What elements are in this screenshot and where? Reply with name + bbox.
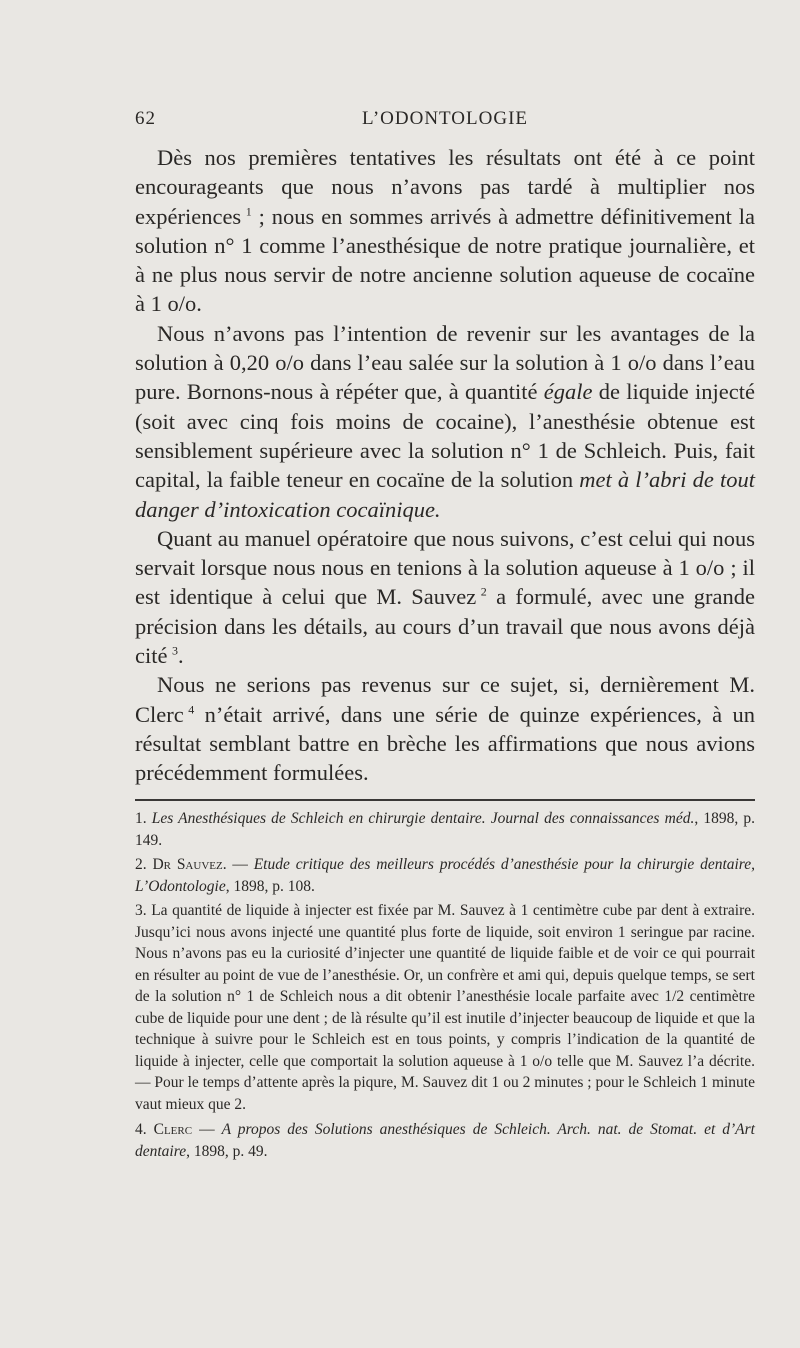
footnote-2: 2. Dr Sauvez. — Etude critique des meilleurs procédés d’anesthésie pour la chirurgie dentaire, L’Odontologie, 1898, p. 108.: [135, 856, 756, 895]
footnote-ref-3: 3: [172, 643, 178, 658]
page-number: 62: [135, 108, 156, 129]
running-title: L’ODONTOLOGIE: [361, 108, 529, 129]
paragraph-1: Dès nos premières tentatives les résultats ont été à ce point encourageants que nous n’avons pas tardé à multiplier nos expériences $^1$ ; nous en sommes arrivés à admettre définitivement la solution n° 1 comme l’anesthésique de notre pratique journalière, et à ne plus nous servir de notre ancienne solution aqueuse de cocaïne à 1 o/o.: [135, 145, 755, 317]
footnotes: [135, 808, 755, 1163]
footnote-3: 3. La quantité de liquide à injecter est fixée par M. Sauvez à 1 centimètre cube par dent à extraire. Jusqu’ici nous avons injecté une quantité plus forte de liquide, soit environ 1 seringue par racine. Nous n’avons pas eu la curiosité d’injecter une quantité de liquide faible et de voir ce qui pourrait en résulter au point de vue de l’anesthésie. Or, un confrère et ami qui, depuis quelque temps, se sert de la solution n° 1 de Schleich nous a dit obtenir l’anesthésie locale parfaite avec 1/2 centimètre cube de liquide pour une dent ; de là résulte qu’il est inutile d’injecter beaucoup de liquide et que la technique à suivre pour le Schleich est en tous points, y compris l’indication de la quantité de liquide à injecter, celle que comportait la solution aqueuse à 1 o/o telle que M. Sauvez l’a décrite. — Pour le temps d’attente après la piqure, M. Sauvez dit 1 ou 2 minutes ; pour le Schleich 1 minute vaut mieux que 2.: [135, 902, 755, 1113]
paragraph-3: Quant au manuel opératoire que nous suivons, c’est celui qui nous servait lorsque nous nous en tenions à la solution aqueuse à 1 o/o ; il est identique à celui que M. Sauvez $^2$ a formulé, avec une grande précision dans les détails, au cours d’un travail que nous avons déjà cité $^3$.: [135, 525, 756, 669]
footnote-ref-1: 1: [245, 204, 252, 219]
paragraph-2: Nous n’avons pas l’intention de revenir sur les avantages de la solution à 0,20 o/o dans l’eau salée sur la solution à 1 o/o dans l’eau pure. Bornons-nous à répéter que, à quantité égale de liquide injecté (soit avec cinq fois moins de cocaine), l’anesthésie obtenue est sensiblement supérieure avec la solution n° 1 de Schleich. Puis, fait capital, la faible teneur en cocaïne de la solution met à l’abri de tout danger d’intoxication cocaïnique.: [135, 320, 755, 522]
footnote-ref-2: 2: [480, 584, 487, 599]
footnote-ref-4: 4: [188, 702, 195, 717]
running-head: [135, 108, 755, 138]
body-text: [135, 143, 755, 788]
footnote-separator: [135, 799, 755, 801]
footnote-4: 4. Clerc — A propos des Solutions anesthésiques de Schleich. Arch. nat. de Stomat. et d’Art dentaire, 1898, p. 49.: [135, 1121, 755, 1160]
footnote-1: 1. Les Anesthésiques de Schleich en chirurgie dentaire. Journal des connaissances méd., 1898, p. 149.: [135, 810, 756, 849]
paragraph-4: Nous ne serions pas revenus sur ce sujet, si, dernièrement M. Clerc $^4$ n’était arrivé, dans une série de quinze expériences, à un résultat semblant battre en brèche les affirmations que nous avions précédemment formulées.: [135, 672, 755, 786]
